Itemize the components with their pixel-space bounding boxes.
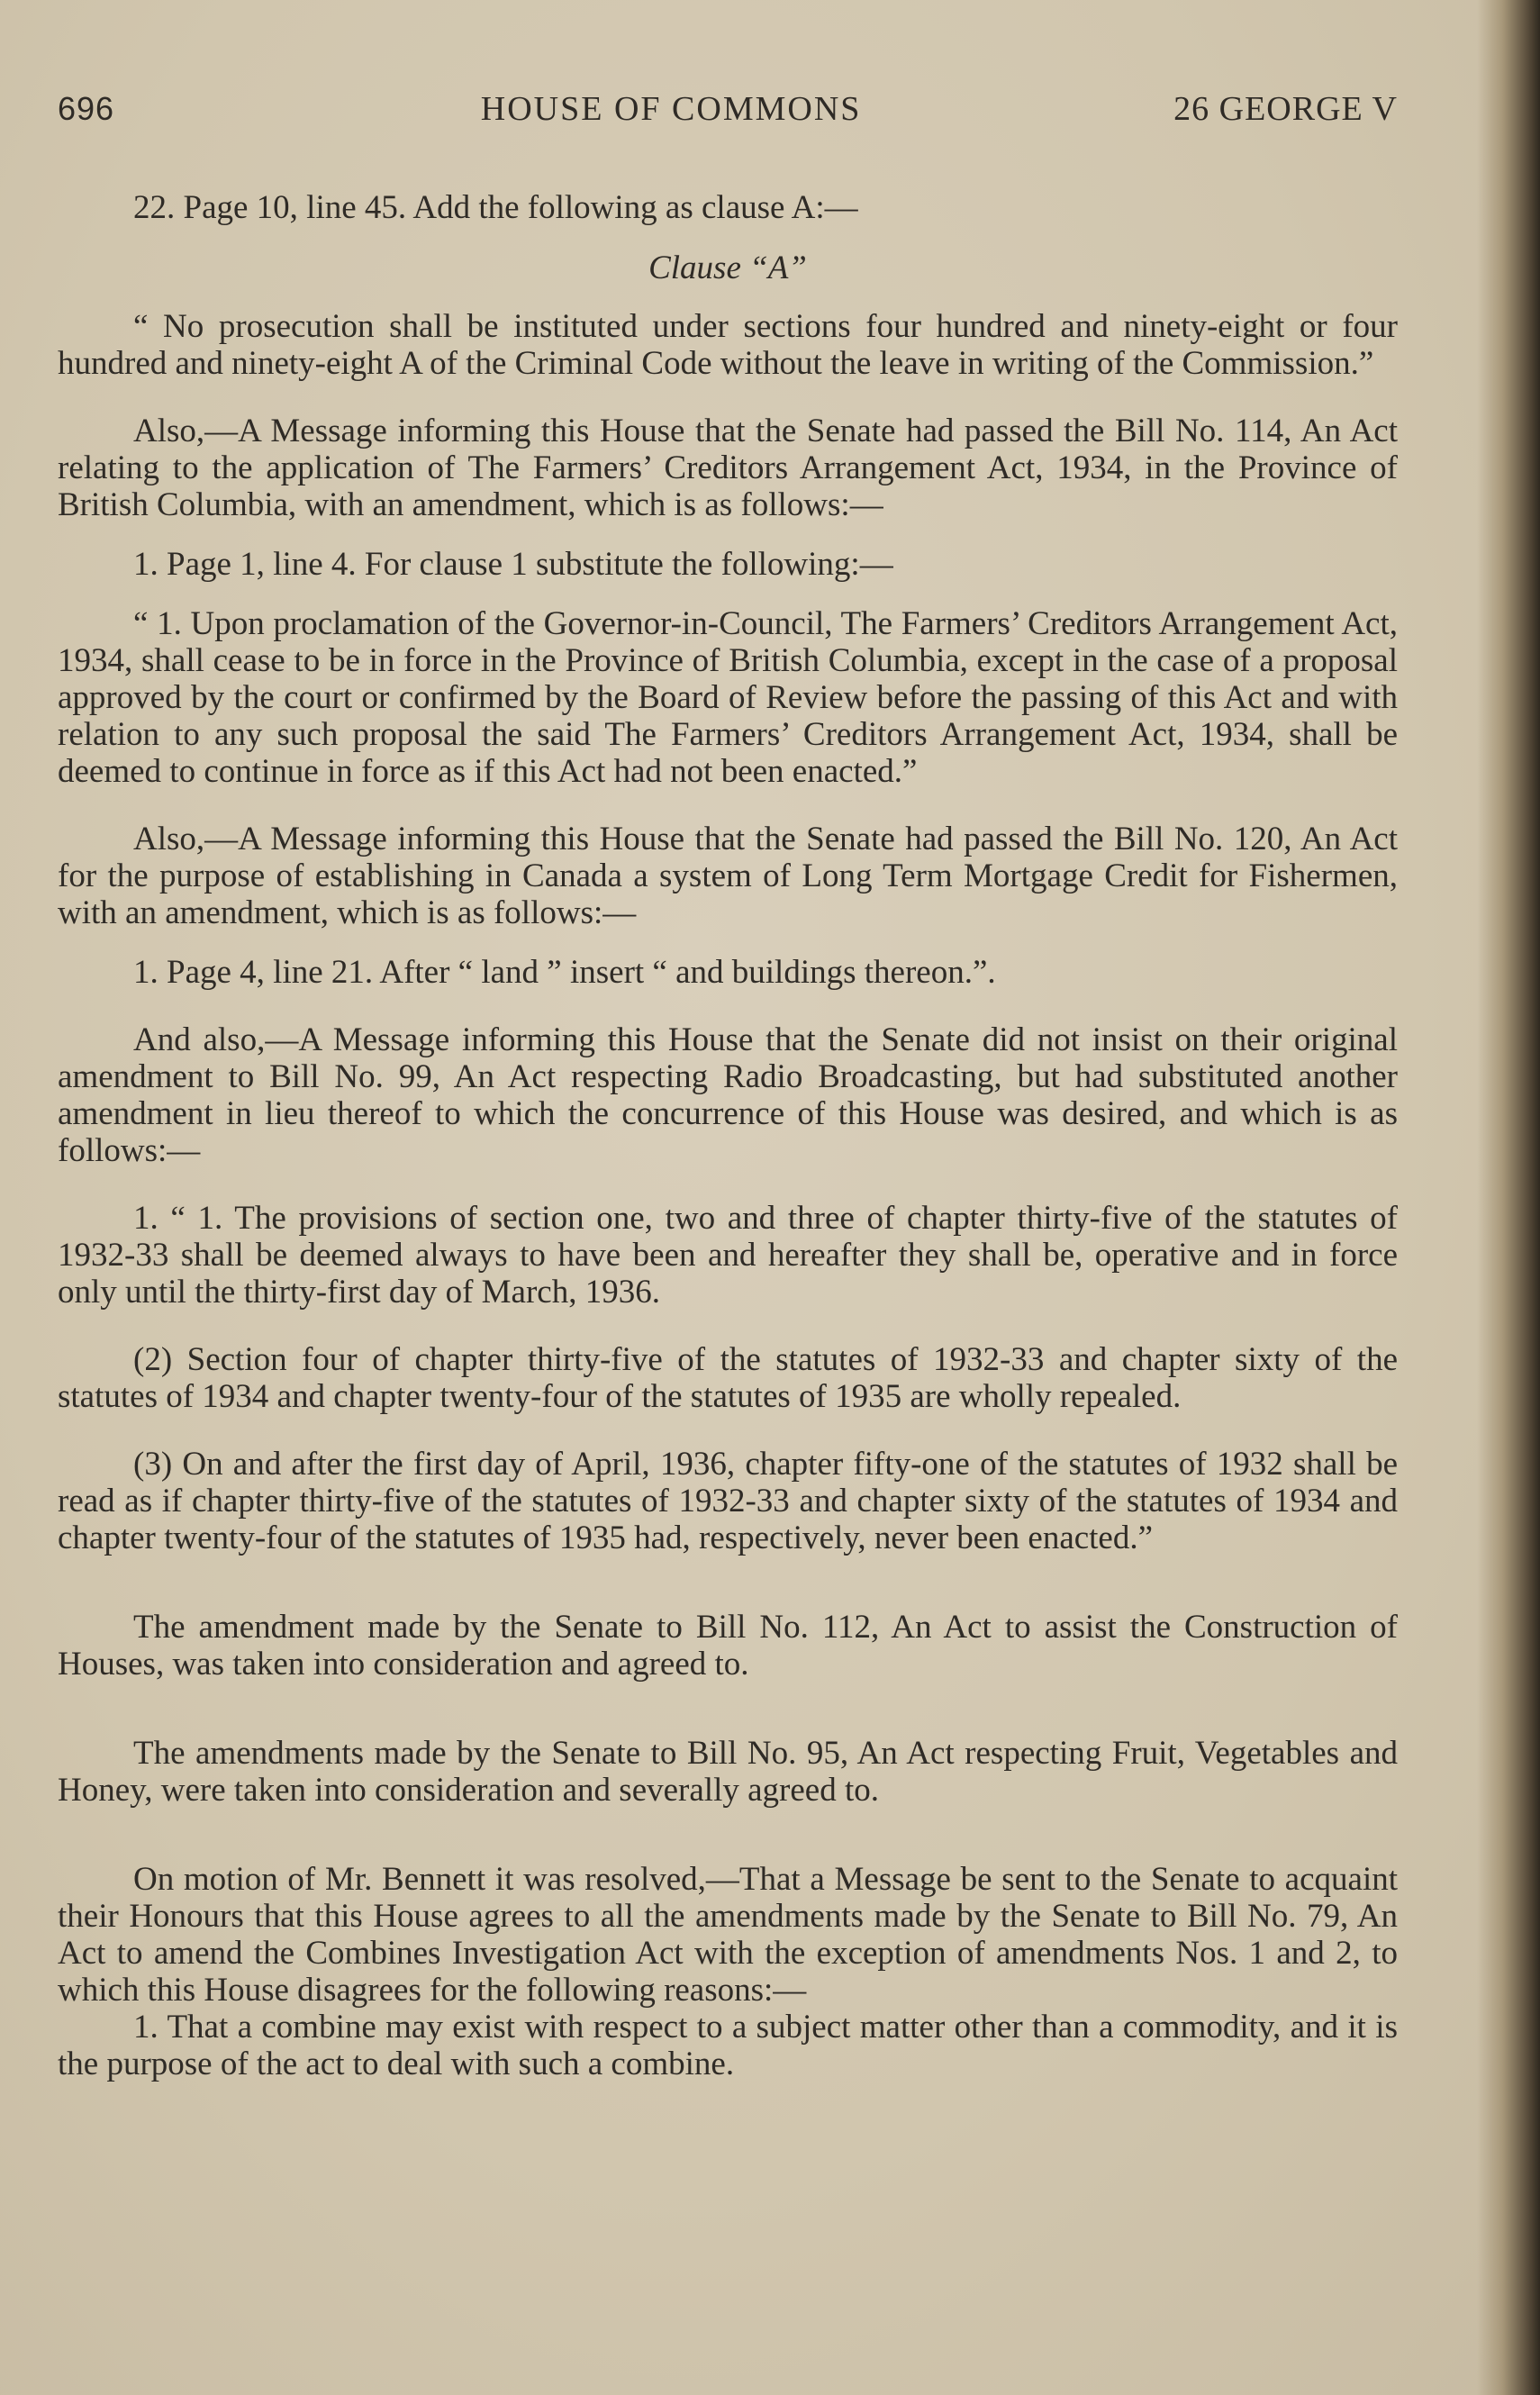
paragraph-provision-2: (2) Section four of chapter thirty-five of the statutes of 1932-33 and chapter sixty of the statutes of 1934 and chapter twenty-four of the statutes of 1935 are wholly repealed. (58, 1341, 1398, 1415)
paragraph-page4-line21: 1. Page 4, line 21. After “ land ” insert “ and buildings thereon.”. (133, 954, 996, 991)
paragraph-bill-79-motion: On motion of Mr. Bennett it was resolved,—That a Message be sent to the Senate to acquaint their Honours that this House agrees to all the amendments made by the Senate to Bill No. 79, An Act to amend the Combines Investigation Act with the exception of amendments Nos. 1 and 2, to which this House disagrees for the following reasons:— (58, 1861, 1398, 2009)
paragraph-provision-3: (3) On and after the first day of April, 1936, chapter fifty-one of the statutes of 1932 shall be read as if chapter thirty-five of the statutes of 1932-33 and chapter sixty of the statutes of 1934 and chapter twenty-four of the statutes of 1935 had, respectively, never been enacted.” (58, 1446, 1398, 1556)
binding-edge-shadow (1477, 0, 1540, 2395)
page-number: 696 (58, 90, 115, 127)
paragraph-clause-22: 22. Page 10, line 45. Add the following as clause A:— (133, 189, 858, 226)
paragraph-bill-112: The amendment made by the Senate to Bill No. 112, An Act to assist the Construction of Houses, was taken into consideration and agreed to. (58, 1609, 1398, 1683)
document-body (58, 90, 1398, 2082)
paragraph-provision-1: 1. “ 1. The provisions of section one, two and three of chapter thirty-five of the statutes of 1932-33 shall be deemed always to have been and hereafter they shall be, operative and in force only until the thirty-first day of March, 1936. (58, 1200, 1398, 1311)
paragraph-message-bill-99: And also,—A Message informing this House that the Senate did not insist on their original amendment to Bill No. 99, An Act respecting Radio Broadcasting, but had substituted another amendment in lieu thereof to which the concurrence of this House was desired, and which is as follows:— (58, 1021, 1398, 1169)
header-title: HOUSE OF COMMONS (480, 90, 862, 128)
paragraph-clause-a-text: “ No prosecution shall be instituted under sections four hundred and ninety-eight or four hundred and ninety-eight A of the Criminal Code without the leave in writing of the Commission.” (58, 308, 1398, 382)
paragraph-reason-1: 1. That a combine may exist with respect to a subject matter other than a commodity, and it is the purpose of the act to deal with such a combine. (58, 2009, 1398, 2082)
clause-heading: Clause “A” (648, 249, 807, 286)
header-session: 26 GEORGE V (1173, 90, 1398, 128)
paragraph-page1-line4: 1. Page 1, line 4. For clause 1 substitute the following:— (133, 546, 893, 583)
paragraph-message-bill-114: Also,—A Message informing this House that the Senate had passed the Bill No. 114, An Act relating to the application of The Farmers’ Creditors Arrangement Act, 1934, in the Province of British Columbia, with an amendment, which is as follows:— (58, 413, 1398, 523)
paragraph-proclamation: “ 1. Upon proclamation of the Governor-in-Council, The Farmers’ Creditors Arrangement Act, 1934, shall cease to be in force in the Province of British Columbia, except in the case of a proposal approved by the court or confirmed by the Board of Review before the passing of this Act and with relation to any such proposal the said The Farmers’ Creditors Arrangement Act, 1934, shall be deemed to continue in force as if this Act had not been enacted.” (58, 605, 1398, 790)
paragraph-bill-95: The amendments made by the Senate to Bill No. 95, An Act respecting Fruit, Vegetables and Honey, were taken into consideration and severally agreed to. (58, 1735, 1398, 1809)
paragraph-message-bill-120: Also,—A Message informing this House that the Senate had passed the Bill No. 120, An Act for the purpose of establishing in Canada a system of Long Term Mortgage Credit for Fishermen, with an amendment, which is as follows:— (58, 821, 1398, 931)
running-header (58, 90, 1398, 144)
